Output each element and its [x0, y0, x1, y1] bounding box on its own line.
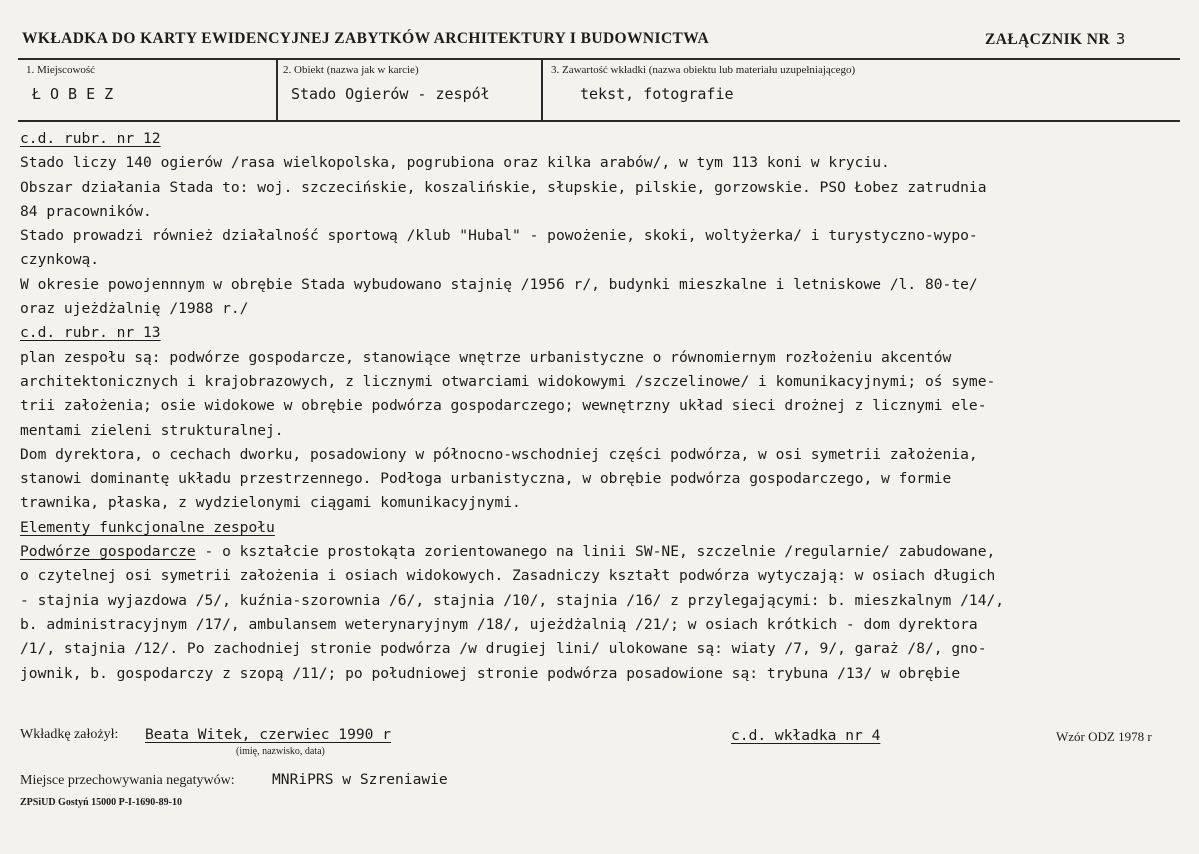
- typed-text-body: [20, 127, 1185, 686]
- underlined-heading: Podwórze gospodarcze: [20, 543, 196, 561]
- annex-label-text: ZAŁĄCZNIK NR: [985, 31, 1110, 48]
- text-line: b. administracyjnym /17/, ambulansem weterynaryjnym /18/, ujeżdżalnią /21/; w osiach krótkich - dom dyrektora: [20, 615, 978, 633]
- text-line: jownik, b. gospodarczy z szopą /11/; po południowej stronie podwórza posadowione są: trybuna /13/ w obrębie: [20, 664, 961, 682]
- continued-note: c.d. wkładka nr 4: [731, 727, 881, 744]
- text-line: oraz ujeżdżalnię /1988 r./: [20, 300, 249, 318]
- text-line: Elementy funkcjonalne zespołu: [20, 518, 275, 536]
- field-divider-2: [541, 60, 543, 120]
- printer-note: ZPSiUD Gostyń 15000 P-I-1690-89-10: [20, 797, 182, 808]
- text-line: Dom dyrektora, o cechach dworku, posadowiony w północno-wschodniej części podwórza, w osi symetrii założenia,: [20, 445, 978, 463]
- text-line: trii założenia; osie widokowe w obrębie podwórza gospodarczego; wewnętrzny układ sieci drożnej z licznymi ele-: [20, 397, 987, 415]
- text-line: [20, 540, 1185, 564]
- field-value-contents: tekst, fotografie: [580, 85, 734, 103]
- text-line: Obszar działania Stada to: woj. szczecińskie, koszalińskie, słupskie, pilskie, gorzowskie. PSO Łobez zatrudnia: [20, 178, 987, 196]
- text-line: Stado prowadzi również działalność sportową /klub "Hubal" - powożenie, skoki, woltyżerka/ i turystyczno-wypo-: [20, 227, 978, 245]
- header-rule: [18, 58, 1180, 60]
- annex-label: [985, 30, 1126, 49]
- annex-number: 3: [1115, 30, 1126, 48]
- text-line: architektonicznych i krajobrazowych, z licznymi otwarciami widokowymi /szczelinowe/ i komunikacyjnymi; oś syme-: [20, 372, 996, 390]
- field-label-object: 2. Obiekt (nazwa jak w karcie): [283, 64, 419, 76]
- fields-rule: [18, 120, 1180, 122]
- text-line: trawnika, płaska, z wydzielonymi ciągami komunikacyjnymi.: [20, 494, 521, 512]
- founded-value: Beata Witek, czerwiec 1990 r: [145, 726, 392, 743]
- text-line: plan zespołu są: podwórze gospodarcze, stanowiące wnętrze urbanistyczne o równomiernym rozłożeniu akcentów: [20, 348, 952, 366]
- text-line: /1/, stajnia /12/. Po zachodniej stronie podwórza /w drugiej lini/ ulokowane są: wiaty /7, 9/, garaż /8/, gno-: [20, 640, 987, 658]
- founded-hint: (imię, nazwisko, data): [236, 746, 325, 757]
- founded-label: Wkładkę założył:: [20, 727, 119, 742]
- field-value-object: Stado Ogierów - zespół: [291, 85, 490, 103]
- field-value-locality: ŁOBEZ: [32, 85, 123, 103]
- text-line: Stado liczy 140 ogierów /rasa wielkopolska, pogrubiona oraz kilka arabów/, w tym 113 koni w kryciu.: [20, 154, 890, 172]
- field-divider-1: [276, 60, 278, 120]
- negatives-label: Miejsce przechowywania negatywów:: [20, 773, 235, 788]
- text-line: c.d. rubr. nr 13: [20, 324, 161, 342]
- text-line: W okresie powojennnym w obrębie Stada wybudowano stajnię /1956 r/, budynki mieszkalne i letniskowe /l. 80-te/: [20, 275, 978, 293]
- text-line: stanowi dominantę układu przestrzennego. Podłoga urbanistyczna, w obrębie podwórza gospodarczego, w formie: [20, 470, 952, 488]
- negatives-value: MNRiPRS w Szreniawie: [272, 771, 448, 788]
- model-label: Wzór ODZ 1978 r: [1056, 729, 1152, 744]
- document-title: WKŁADKA DO KARTY EWIDENCYJNEJ ZABYTKÓW ARCHITEKTURY I BUDOWNICTWA: [22, 30, 710, 47]
- text-line: o czytelnej osi symetrii założenia i osiach widokowych. Zasadniczy kształt podwórza wytyczają: w osiach długich: [20, 567, 996, 585]
- text-line: c.d. rubr. nr 12: [20, 130, 161, 147]
- field-label-contents: 3. Zawartość wkładki (nazwa obiektu lub materiału uzupełniającego): [551, 64, 856, 76]
- text-line: czynkową.: [20, 251, 100, 269]
- text-line: mentami zieleni strukturalnej.: [20, 421, 284, 439]
- field-label-locality: 1. Miejscowość: [26, 64, 96, 76]
- line-rest: - o kształcie prostokąta zorientowanego na linii SW-NE, szczelnie /regularnie/ zabudowane,: [195, 543, 996, 561]
- text-line: 84 pracowników.: [20, 202, 152, 220]
- text-line: - stajnia wyjazdowa /5/, kuźnia-szorownia /6/, stajnia /10/, stajnia /16/ z przylegającymi: b. mieszkalnym /14/,: [20, 591, 1005, 609]
